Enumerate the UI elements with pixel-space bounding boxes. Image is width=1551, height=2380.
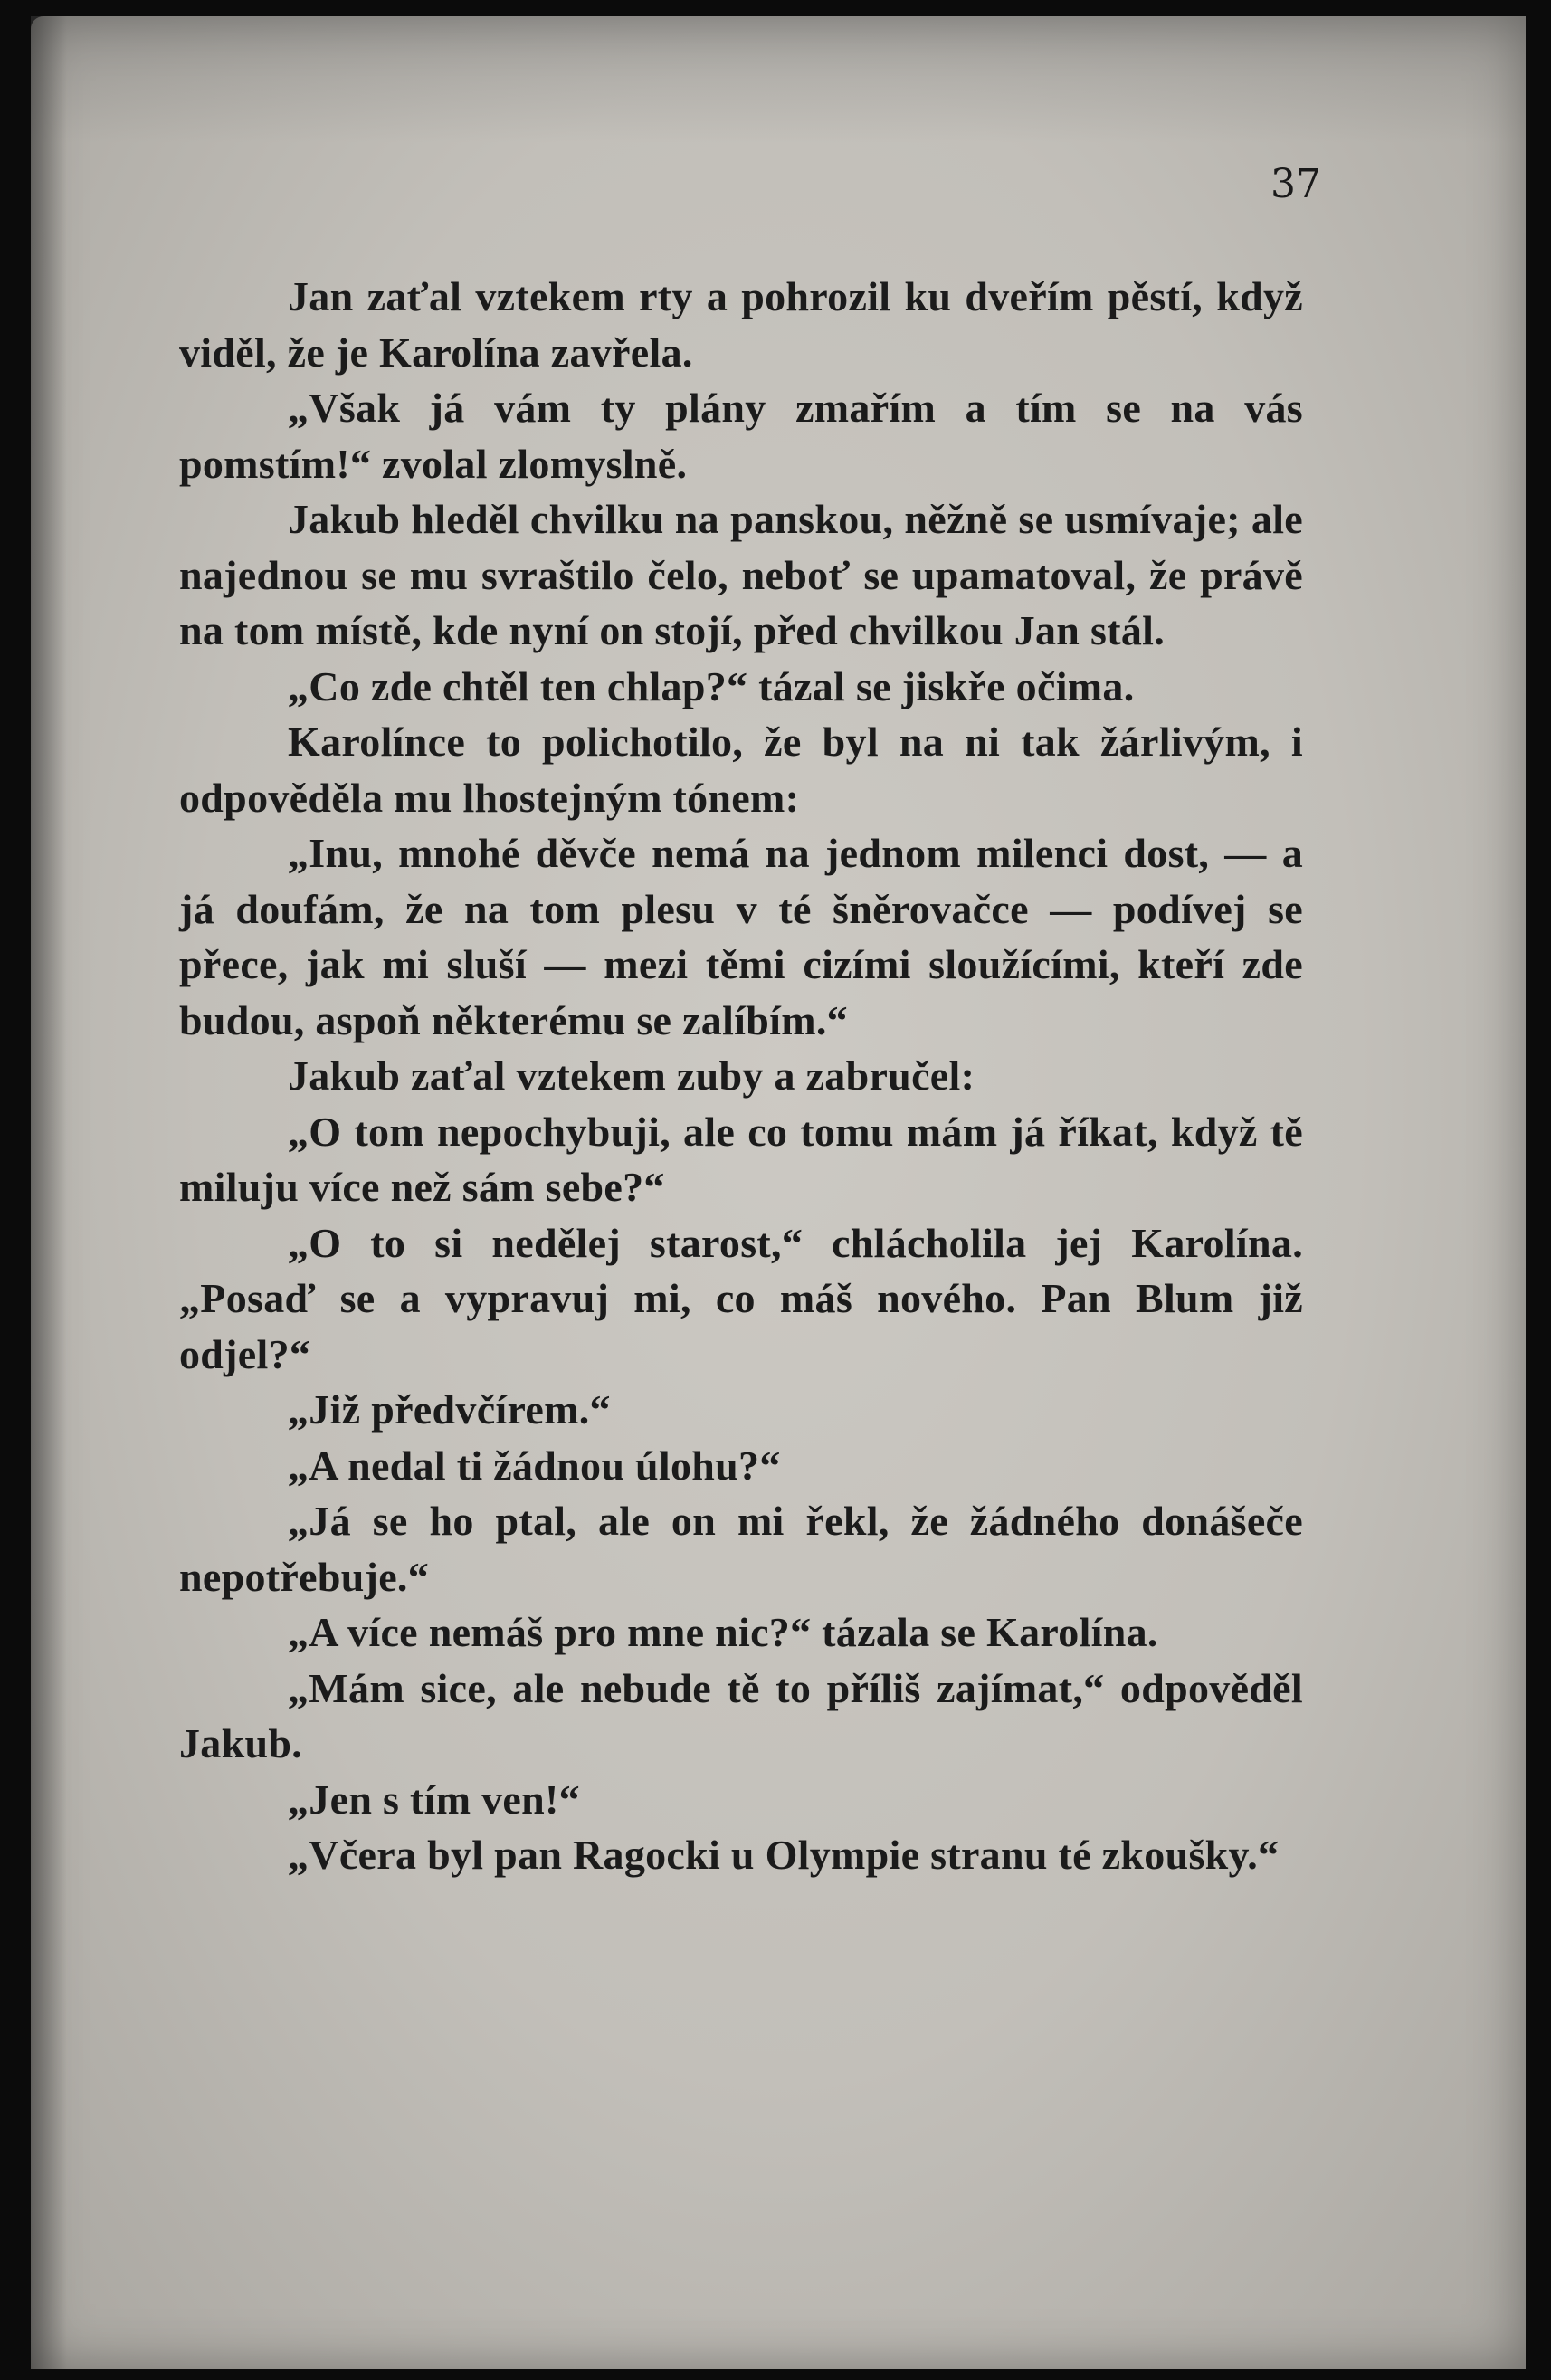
- paragraph: Karolínce to polichotilo, že byl na ni tak žárlivým, i odpověděla mu lhostejným tónem:: [179, 719, 1303, 821]
- paragraph: „Já se ho ptal, ale on mi řekl, že žádného donášeče nepotřebuje.“: [179, 1498, 1303, 1600]
- paragraph: „Jen s tím ven!“: [288, 1775, 580, 1823]
- paragraph: Jakub hleděl chvilku na panskou, něžně se usmívaje; ale najednou se mu svraštilo čelo, neboť se upamatoval, že právě na tom místě, kde nyní on stojí, před chvilkou Jan stál.: [179, 496, 1303, 653]
- page-shadow-top: [31, 16, 1526, 143]
- paragraph: „O tom nepochybuji, ale co tomu mám já říkat, když tě miluju více než sám sebe?“: [179, 1108, 1303, 1210]
- page-number: 37: [1270, 161, 1321, 207]
- paragraph: „Již předvčírem.“: [288, 1386, 611, 1433]
- paragraph: „Inu, mnohé děvče nemá na jednom milenci dost, — a já doufám, že na tom plesu v té šněrovačce — podívej se přece, jak mi sluší — mezi těmi cizími sloužícími, kteří zde budou, aspoň některému se zalíbím.“: [179, 830, 1303, 1043]
- paragraph: „Včera byl pan Ragocki u Olympie stranu té zkoušky.“: [288, 1832, 1280, 1878]
- body-text: [179, 269, 1303, 1883]
- paragraph: „Mám sice, ale nebude tě to příliš zajímat,“ odpověděl Jakub.: [179, 1664, 1303, 1766]
- paragraph: Jan zaťal vztekem rty a pohrozil ku dveřím pěstí, když viděl, že je Karolína zavřela.: [179, 273, 1303, 376]
- paragraph: „Však já vám ty plány zmařím a tím se na vás pomstím!“ zvolal zlomyslně.: [179, 385, 1303, 487]
- paragraph: Jakub zaťal vztekem zuby a zabručel:: [288, 1052, 975, 1099]
- paragraph: „A více nemáš pro mne nic?“ tázala se Karolína.: [288, 1609, 1158, 1655]
- paragraph: „Co zde chtěl ten chlap?“ tázal se jiskře očima.: [288, 662, 1135, 709]
- paragraph: „A nedal ti žádnou úlohu?“: [288, 1442, 781, 1489]
- page-shadow-left: [31, 16, 67, 2369]
- paragraph: „O to si nedělej starost,“ chlácholila jej Karolína. „Posaď se a vypravuj mi, co máš nového. Pan Blum již odjel?“: [179, 1219, 1303, 1377]
